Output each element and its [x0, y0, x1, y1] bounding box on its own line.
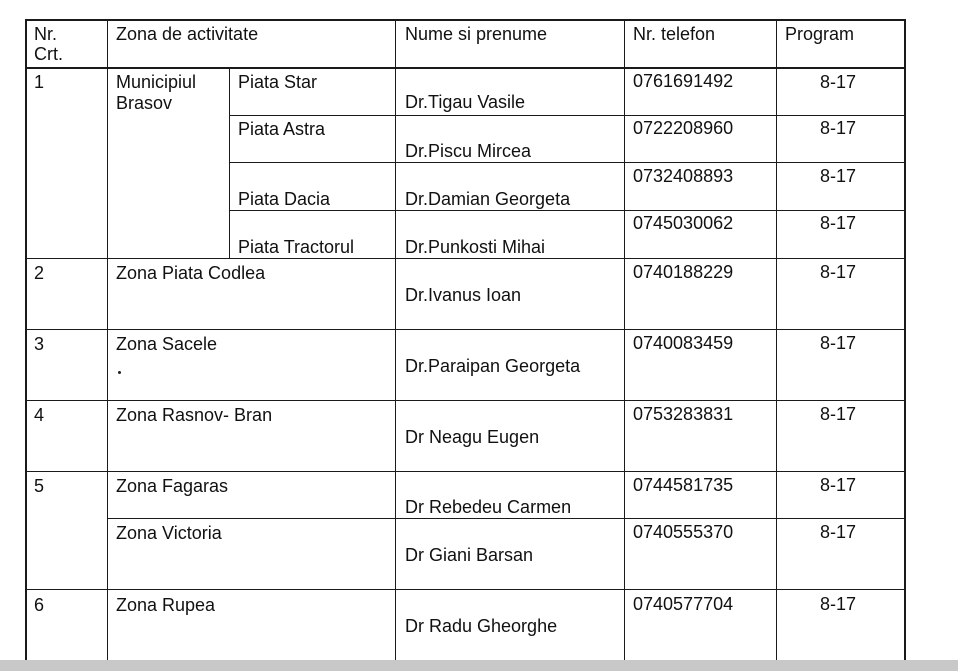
row-number: 2: [34, 263, 45, 283]
schedule: 8-17: [820, 118, 857, 138]
phone-number: 0740188229: [633, 262, 734, 282]
row-number: 1: [34, 72, 45, 92]
row-divider: [25, 471, 905, 472]
schedule: 8-17: [820, 72, 857, 92]
row-divider: [229, 115, 905, 116]
zone-name: Zona Fagaras: [116, 476, 229, 496]
phone-number: 0761691492: [633, 71, 734, 91]
table-border-left: [25, 19, 27, 662]
market-name: Piata Tractorul: [238, 237, 355, 257]
doctor-name: Dr.Paraipan Georgeta: [405, 356, 581, 376]
schedule: 8-17: [820, 333, 857, 353]
doctor-name: Dr.Punkosti Mihai: [405, 237, 546, 257]
column-divider: [624, 19, 625, 662]
header-zona: Zona de activitate: [116, 24, 259, 44]
doctor-name: Dr.Ivanus Ioan: [405, 285, 522, 305]
table-border-right: [904, 19, 906, 662]
table-border-top: [25, 19, 905, 21]
schedule: 8-17: [820, 404, 857, 424]
zone-name: Zona Rasnov- Bran: [116, 405, 273, 425]
schedule: 8-17: [820, 475, 857, 495]
header-nume: Nume si prenume: [405, 24, 548, 44]
doctor-name: Dr.Tigau Vasile: [405, 92, 526, 112]
schedule: 8-17: [820, 522, 857, 542]
header-nr: Nr.: [34, 24, 58, 44]
phone-number: 0740555370: [633, 522, 734, 542]
doctor-name: Dr Radu Gheorghe: [405, 616, 558, 636]
zone-name: Zona Victoria: [116, 523, 222, 543]
doctor-name: Dr Giani Barsan: [405, 545, 534, 565]
row-divider: [25, 258, 905, 259]
row-divider: [25, 589, 905, 590]
schedule: 8-17: [820, 166, 857, 186]
phone-number: 0740083459: [633, 333, 734, 353]
schedule: 8-17: [820, 594, 857, 614]
row-number: 6: [34, 595, 45, 615]
phone-number: 0753283831: [633, 404, 734, 424]
row-divider: [229, 210, 905, 211]
doctor-name: Dr.Piscu Mircea: [405, 141, 532, 161]
scan-bottom-edge: [0, 660, 958, 671]
column-divider: [776, 19, 777, 662]
market-name: Piata Dacia: [238, 189, 331, 209]
row-divider: [25, 329, 905, 330]
phone-number: 0740577704: [633, 594, 734, 614]
header-program: Program: [785, 24, 855, 44]
zone-name: Municipiul: [116, 72, 197, 92]
doctor-name: Dr Neagu Eugen: [405, 427, 540, 447]
schedule: 8-17: [820, 262, 857, 282]
zone-name: Zona Rupea: [116, 595, 216, 615]
row-divider: [108, 518, 905, 519]
zone-name: Zona Piata Codlea: [116, 263, 266, 283]
header-telefon: Nr. telefon: [633, 24, 716, 44]
zone-name: Brasov: [116, 93, 173, 113]
column-divider: [107, 19, 108, 662]
market-name: Piata Star: [238, 72, 318, 92]
row-number: 4: [34, 405, 45, 425]
schedule: 8-17: [820, 213, 857, 233]
market-name: Piata Astra: [238, 119, 326, 139]
column-divider: [395, 19, 396, 662]
row-number: 3: [34, 334, 45, 354]
table-header-divider: [25, 67, 905, 69]
zone-name: Zona Sacele: [116, 334, 218, 354]
doctor-name: Dr.Damian Georgeta: [405, 189, 571, 209]
phone-number: 0745030062: [633, 213, 734, 233]
phone-number: 0732408893: [633, 166, 734, 186]
column-divider: [229, 67, 230, 259]
row-divider: [229, 162, 905, 163]
doctor-name: Dr Rebedeu Carmen: [405, 497, 572, 517]
scan-speck: [118, 371, 121, 374]
header-crt: Crt.: [34, 44, 63, 64]
row-number: 5: [34, 476, 45, 496]
phone-number: 0744581735: [633, 475, 734, 495]
row-divider: [25, 400, 905, 401]
phone-number: 0722208960: [633, 118, 734, 138]
